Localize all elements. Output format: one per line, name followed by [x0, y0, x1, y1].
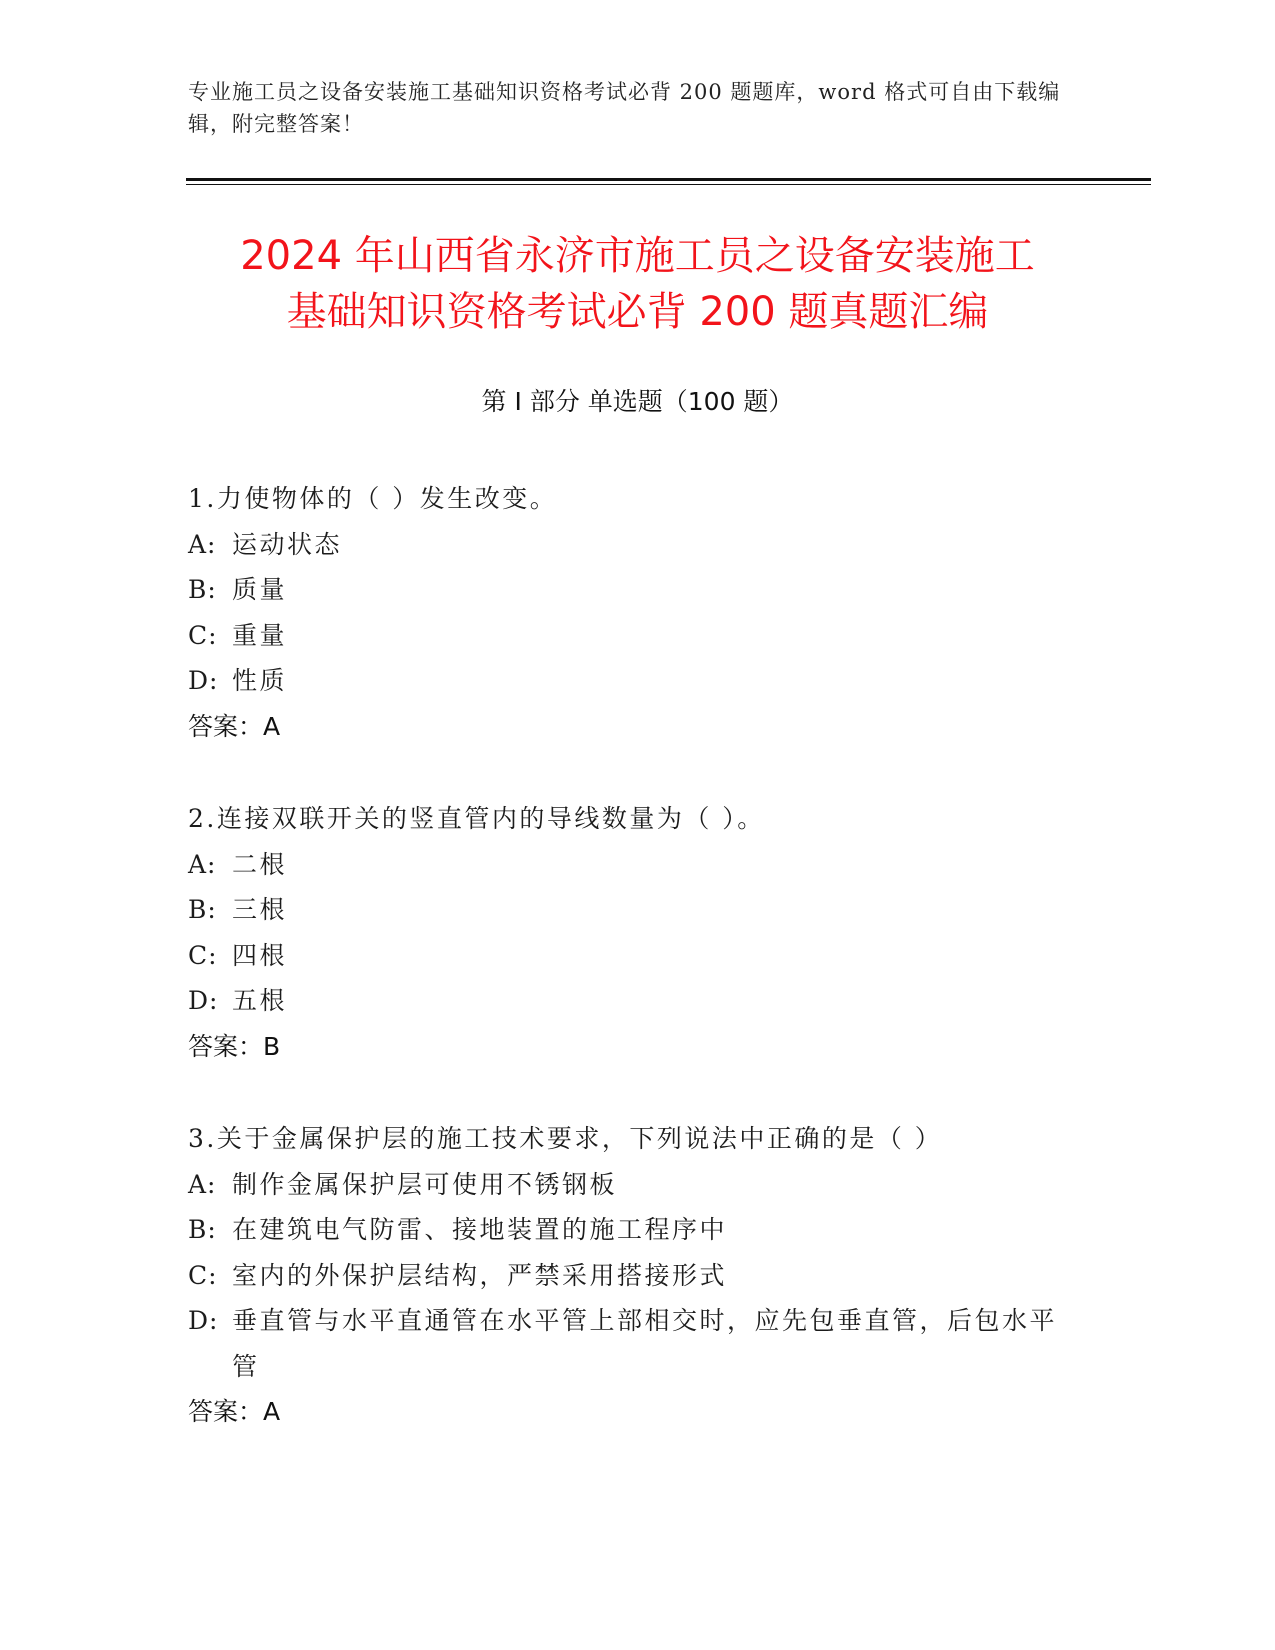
option-c: [188, 933, 1068, 979]
option-key: D:: [188, 1306, 219, 1335]
option-key: C:: [188, 940, 218, 970]
question-stem: 2.连接双联开关的竖直管内的导线数量为（ ）。: [188, 804, 765, 833]
answer-line: 答案：B: [188, 1031, 281, 1061]
option-c: [188, 1253, 1068, 1299]
title-line-1: 2024 年山西省永济市施工员之设备安装施工: [240, 233, 1035, 279]
question-stem: 3.关于金属保护层的施工技术要求，下列说法中正确的是（ ）: [188, 1124, 943, 1153]
option-key: A:: [188, 1169, 217, 1199]
option-key: C:: [188, 620, 218, 650]
option-text: 四根: [232, 940, 288, 970]
option-key: B:: [188, 575, 217, 604]
option-key: A:: [188, 529, 217, 559]
option-c: [188, 613, 1068, 659]
option-text: 二根: [232, 849, 288, 879]
question-item: [188, 476, 1068, 749]
option-text: 在建筑电气防雷、接地装置的施工程序中: [232, 1215, 728, 1244]
option-a: [188, 522, 1068, 568]
option-text: 重量: [232, 620, 288, 650]
section-heading: 第 I 部分 单选题（100 题）: [481, 387, 794, 416]
option-d: [188, 658, 1068, 704]
option-text: 质量: [232, 575, 288, 604]
option-key: D:: [188, 986, 219, 1015]
option-a: [188, 842, 1068, 888]
option-a: [188, 1162, 1068, 1208]
option-key: B:: [188, 895, 217, 924]
option-key: C:: [188, 1260, 218, 1290]
question-item: [188, 796, 1068, 1069]
option-text: 室内的外保护层结构，严禁采用搭接形式: [232, 1260, 728, 1290]
option-key: B:: [188, 1215, 217, 1244]
option-text: 性质: [232, 666, 288, 695]
header-divider-thin: [186, 184, 1151, 185]
question-item: [188, 1116, 1068, 1435]
option-b: [188, 1207, 1068, 1253]
option-text: 三根: [232, 895, 288, 924]
option-key: D:: [188, 666, 219, 695]
question-stem: 1.力使物体的（ ）发生改变。: [188, 484, 558, 513]
answer-line: 答案：A: [188, 1397, 281, 1426]
option-d: [188, 978, 1068, 1024]
option-text: 制作金属保护层可使用不锈钢板: [232, 1169, 618, 1199]
header-divider-thick: [186, 178, 1151, 181]
header-note: 专业施工员之设备安装施工基础知识资格考试必背 200 题题库，word 格式可自由下载编辑，附完整答案！: [188, 80, 1061, 136]
question-list: [188, 476, 1068, 1482]
option-d: [188, 1298, 1068, 1389]
title-line-2: 基础知识资格考试必背 200 题真题汇编: [286, 289, 989, 335]
option-text: 五根: [232, 986, 288, 1015]
option-key: A:: [188, 849, 217, 879]
option-text: 垂直管与水平直通管在水平管上部相交时，应先包垂直管，后包水平管: [232, 1306, 1058, 1381]
option-text: 运动状态: [232, 529, 343, 559]
option-b: [188, 887, 1068, 933]
answer-line: 答案：A: [188, 711, 281, 741]
option-b: [188, 567, 1068, 613]
document-title: [150, 228, 1125, 340]
